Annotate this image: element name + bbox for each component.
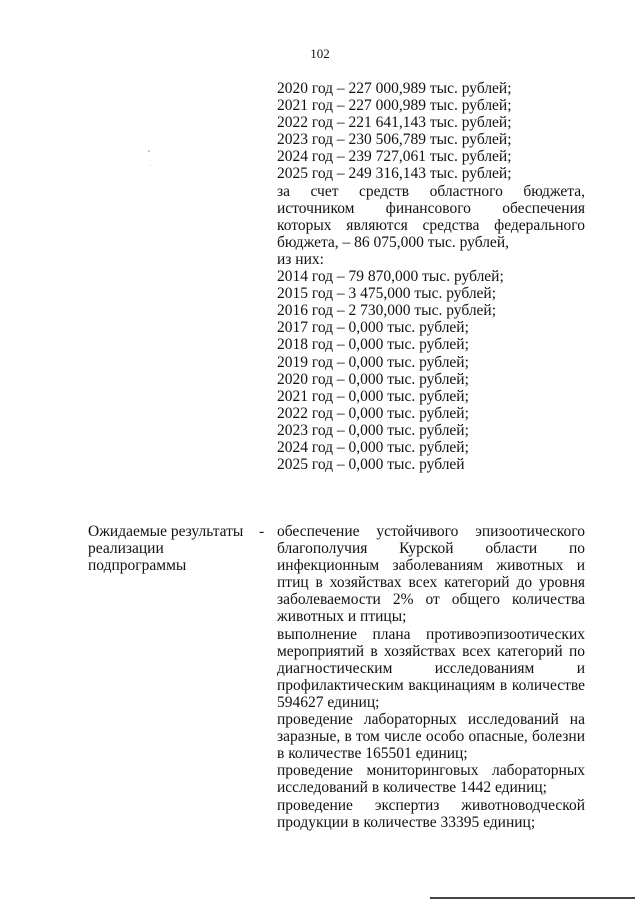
funding-line: 2014 год – 79 870,000 тыс. рублей; — [277, 268, 504, 286]
funding-line: 2023 год – 0,000 тыс. рублей; — [277, 421, 469, 439]
result-item: проведение мониторинговых лабораторных исследований в количестве 1442 единиц; — [277, 762, 585, 797]
funding-line: 2020 год – 227 000,989 тыс. рублей; — [277, 80, 512, 97]
funding-line: 2018 год – 0,000 тыс. рублей; — [277, 336, 469, 354]
result-item: проведение экспертиз животноводческой продукции в количестве 33395 единиц; — [277, 796, 585, 831]
funding-line: 2023 год – 230 506,789 тыс. рублей; — [277, 131, 512, 149]
funding-line: 2025 год – 0,000 тыс. рублей — [277, 456, 465, 474]
funding-line: 2021 год – 227 000,989 тыс. рублей; — [277, 97, 512, 115]
result-item: обеспечение устойчивого эпизоотического благополучия Курской области по инфекционным заболеваниям животных и птиц в хозяйствах всех категорий до уровня заболеваемости 2% от общего количества животных и птицы; — [277, 523, 585, 626]
funding-line: 2022 год – 221 641,143 тыс. рублей; — [277, 114, 512, 132]
funding-line: 2021 год – 0,000 тыс. рублей; — [277, 387, 469, 405]
scan-edge-line — [430, 897, 635, 899]
expected-results-list — [277, 523, 585, 831]
scan-speck — [148, 150, 150, 152]
funding-line: 2022 год – 0,000 тыс. рублей; — [277, 404, 469, 422]
scan-speck — [150, 165, 151, 166]
funding-line: 2019 год – 0,000 тыс. рублей; — [277, 353, 469, 371]
of-which-label: из них: — [277, 250, 324, 268]
funding-section — [277, 80, 585, 473]
funding-line: 2017 год – 0,000 тыс. рублей; — [277, 319, 469, 337]
page-number: 102 — [310, 46, 330, 61]
expected-results-label: Ожидаемые результаты реализации подпрограммы — [88, 523, 244, 575]
funding-line: 2015 год – 3 475,000 тыс. рублей; — [277, 285, 497, 303]
funding-line: 2016 год – 2 730,000 тыс. рублей; — [277, 302, 497, 320]
funding-line: 2024 год – 0,000 тыс. рублей; — [277, 438, 469, 456]
result-item: проведение лабораторных исследований на заразные, в том числе особо опасные, болезни в количестве 165501 единиц; — [277, 711, 585, 763]
federal-funding-paragraph: за счет средств областного бюджета, источником финансового обеспечения которых являются средства федерального бюджета, – 86 075,000 тыс. рублей, — [277, 182, 585, 251]
label-dash: - — [259, 523, 265, 540]
funding-line: 2025 год – 249 316,143 тыс. рублей; — [277, 165, 512, 183]
funding-line: 2020 год – 0,000 тыс. рублей; — [277, 370, 469, 388]
funding-line: 2024 год – 239 727,061 тыс. рублей; — [277, 148, 512, 166]
result-item: выполнение плана противоэпизоотических мероприятий в хозяйствах всех категорий по диагностическим исследованиям и профилактическим вакцинациям в количестве 594627 единиц; — [277, 625, 585, 711]
